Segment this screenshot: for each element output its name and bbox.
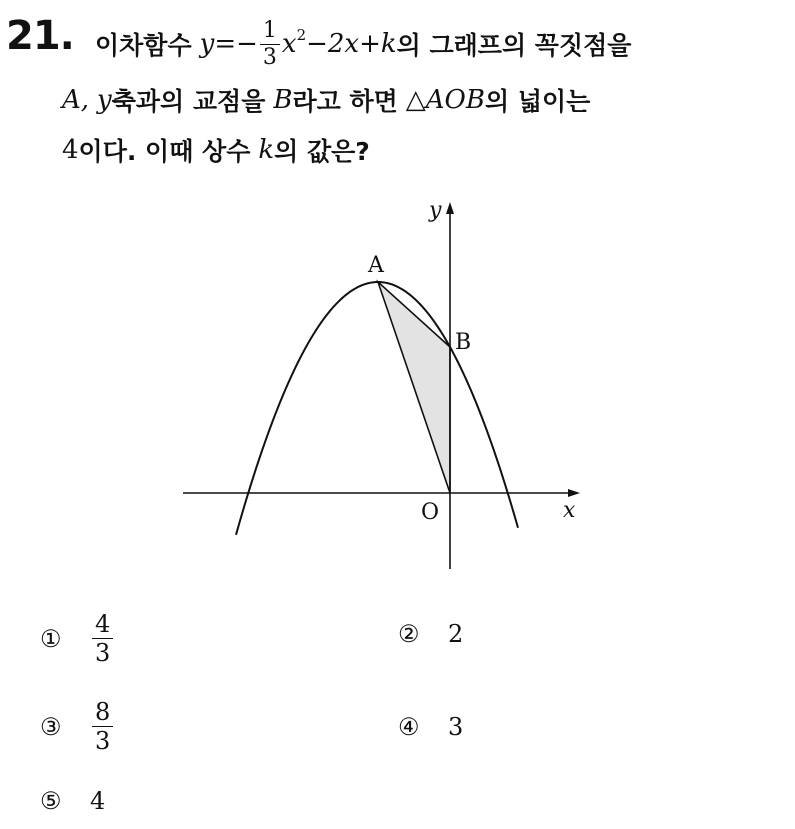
choice-4[interactable]: [398, 713, 463, 741]
label-x-axis: x: [563, 498, 576, 523]
choice-2[interactable]: [398, 620, 463, 648]
choice-fraction: [92, 698, 113, 755]
choice-number: ⑤: [40, 787, 62, 815]
math-exponent: 2: [296, 26, 307, 44]
choice-value: 4: [90, 787, 106, 815]
question-suffix: 의 그래프의 꼭짓점을: [396, 31, 632, 60]
text-value-question: 의 값은?: [274, 137, 370, 166]
fraction-numerator: 8: [92, 698, 113, 727]
math-rest: −2x+k: [306, 29, 397, 59]
math-k: k: [258, 135, 275, 165]
math-four: 4: [62, 135, 79, 165]
choice-fraction: [92, 610, 113, 667]
label-O: O: [421, 500, 440, 525]
y-axis-arrow: [446, 202, 454, 214]
fraction-denominator: 3: [262, 44, 277, 70]
math-y: y: [199, 29, 215, 59]
text-area: 의 넓이는: [484, 87, 591, 116]
text-axis-intersection: 축과의 교점을: [111, 87, 266, 116]
choice-value: 2: [448, 620, 464, 648]
choice-1[interactable]: [40, 610, 115, 667]
text-then-constant: 이다. 이때 상수: [78, 137, 251, 166]
label-A: A: [368, 253, 384, 278]
label-y-axis: y: [429, 198, 442, 223]
question-number: 21.: [6, 13, 74, 59]
text-if: 라고 하면: [292, 87, 398, 116]
fraction-numerator: 1: [260, 18, 280, 45]
math-A: A,: [62, 85, 90, 115]
math-eq: =−: [214, 29, 258, 59]
math-triangle: △AOB: [405, 85, 485, 115]
math-x: x: [281, 29, 297, 59]
math-B: B: [273, 85, 293, 115]
label-B: B: [455, 330, 472, 355]
parabola-curve: [236, 282, 518, 535]
choice-number: ③: [40, 712, 62, 741]
question-intro: 이차함수: [95, 31, 192, 60]
x-axis-arrow: [568, 489, 580, 497]
fraction-numerator: 4: [92, 610, 113, 639]
choice-value: 3: [448, 713, 464, 741]
fraction-denominator: 3: [95, 639, 111, 667]
choice-3[interactable]: [40, 698, 115, 755]
choice-number: ②: [398, 620, 420, 648]
choice-number: ①: [40, 624, 62, 653]
fraction-denominator: 3: [95, 727, 111, 755]
triangle-AOB: [378, 282, 450, 493]
choice-number: ④: [398, 713, 420, 741]
math-y-axis: y: [97, 85, 112, 115]
choice-5[interactable]: [40, 787, 105, 815]
